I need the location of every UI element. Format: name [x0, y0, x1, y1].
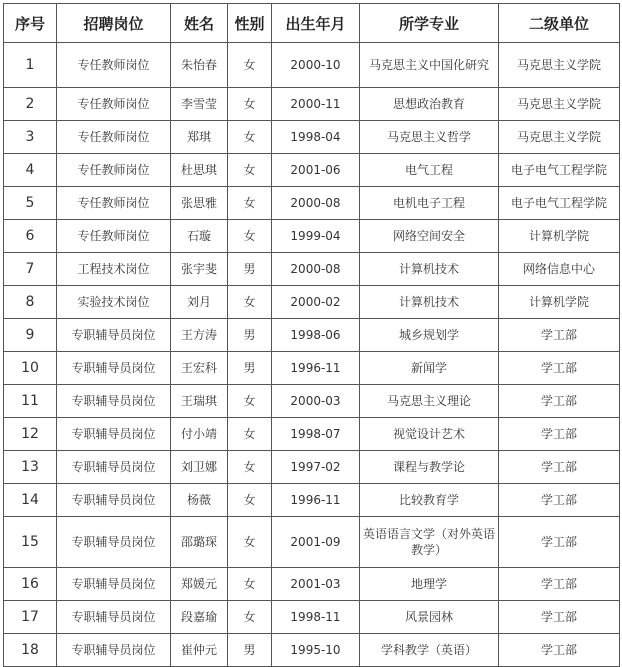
cell-major: 电气工程 [360, 154, 499, 187]
cell-position: 专职辅导员岗位 [57, 319, 171, 352]
header-name: 姓名 [171, 4, 228, 43]
cell-major: 英语语言文学（对外英语教学） [360, 517, 499, 568]
cell-position: 专职辅导员岗位 [57, 385, 171, 418]
cell-index: 5 [4, 187, 57, 220]
cell-birth: 2001-09 [272, 517, 360, 568]
cell-index: 12 [4, 418, 57, 451]
cell-index: 18 [4, 634, 57, 667]
cell-gender: 女 [228, 187, 272, 220]
table-row [4, 187, 620, 220]
cell-position: 专职辅导员岗位 [57, 484, 171, 517]
cell-name: 郑琪 [171, 121, 228, 154]
cell-birth: 1998-04 [272, 121, 360, 154]
cell-birth: 2000-08 [272, 187, 360, 220]
cell-gender: 女 [228, 517, 272, 568]
cell-gender: 女 [228, 88, 272, 121]
cell-name: 王瑞琪 [171, 385, 228, 418]
cell-major: 网络空间安全 [360, 220, 499, 253]
cell-index: 6 [4, 220, 57, 253]
table-row [4, 286, 620, 319]
table-row [4, 352, 620, 385]
cell-name: 崔仲元 [171, 634, 228, 667]
cell-major: 地理学 [360, 568, 499, 601]
cell-unit: 学工部 [499, 601, 620, 634]
cell-name: 李雪莹 [171, 88, 228, 121]
cell-gender: 女 [228, 220, 272, 253]
cell-major: 马克思主义哲学 [360, 121, 499, 154]
cell-position: 专职辅导员岗位 [57, 418, 171, 451]
cell-birth: 2001-03 [272, 568, 360, 601]
cell-unit: 网络信息中心 [499, 253, 620, 286]
cell-unit: 学工部 [499, 451, 620, 484]
table-row [4, 385, 620, 418]
cell-unit: 电子电气工程学院 [499, 187, 620, 220]
cell-name: 张宇斐 [171, 253, 228, 286]
table-row [4, 154, 620, 187]
cell-unit: 计算机学院 [499, 220, 620, 253]
cell-name: 刘卫娜 [171, 451, 228, 484]
cell-gender: 女 [228, 154, 272, 187]
table-row [4, 220, 620, 253]
cell-unit: 计算机学院 [499, 286, 620, 319]
cell-position: 专任教师岗位 [57, 220, 171, 253]
table-row [4, 88, 620, 121]
cell-gender: 女 [228, 484, 272, 517]
header-position: 招聘岗位 [57, 4, 171, 43]
cell-index: 4 [4, 154, 57, 187]
cell-position: 专任教师岗位 [57, 121, 171, 154]
cell-index: 3 [4, 121, 57, 154]
cell-major: 马克思主义理论 [360, 385, 499, 418]
cell-index: 15 [4, 517, 57, 568]
cell-gender: 男 [228, 319, 272, 352]
cell-position: 专任教师岗位 [57, 154, 171, 187]
cell-birth: 2000-10 [272, 43, 360, 88]
cell-gender: 女 [228, 121, 272, 154]
cell-position: 专任教师岗位 [57, 43, 171, 88]
cell-index: 1 [4, 43, 57, 88]
cell-major: 风景园林 [360, 601, 499, 634]
cell-gender: 女 [228, 286, 272, 319]
table-header-row [4, 4, 620, 43]
cell-index: 17 [4, 601, 57, 634]
header-unit: 二级单位 [499, 4, 620, 43]
cell-birth: 1998-06 [272, 319, 360, 352]
cell-major: 比较教育学 [360, 484, 499, 517]
cell-gender: 女 [228, 418, 272, 451]
cell-name: 刘月 [171, 286, 228, 319]
cell-index: 9 [4, 319, 57, 352]
table-row [4, 43, 620, 88]
cell-birth: 1996-11 [272, 484, 360, 517]
cell-position: 专职辅导员岗位 [57, 634, 171, 667]
cell-birth: 1999-04 [272, 220, 360, 253]
cell-name: 石璇 [171, 220, 228, 253]
cell-unit: 学工部 [499, 319, 620, 352]
cell-birth: 2000-08 [272, 253, 360, 286]
cell-major: 电机电子工程 [360, 187, 499, 220]
table-row [4, 601, 620, 634]
cell-birth: 2000-03 [272, 385, 360, 418]
cell-birth: 2000-11 [272, 88, 360, 121]
cell-major: 课程与教学论 [360, 451, 499, 484]
cell-unit: 学工部 [499, 484, 620, 517]
cell-major: 视觉设计艺术 [360, 418, 499, 451]
cell-unit: 学工部 [499, 418, 620, 451]
table-row [4, 121, 620, 154]
cell-position: 专职辅导员岗位 [57, 568, 171, 601]
header-index: 序号 [4, 4, 57, 43]
cell-major: 新闻学 [360, 352, 499, 385]
cell-major: 城乡规划学 [360, 319, 499, 352]
cell-position: 工程技术岗位 [57, 253, 171, 286]
cell-name: 杨薇 [171, 484, 228, 517]
cell-birth: 1995-10 [272, 634, 360, 667]
cell-gender: 女 [228, 385, 272, 418]
cell-gender: 男 [228, 253, 272, 286]
cell-index: 13 [4, 451, 57, 484]
cell-index: 7 [4, 253, 57, 286]
cell-unit: 学工部 [499, 517, 620, 568]
cell-birth: 1998-07 [272, 418, 360, 451]
cell-major: 学科教学（英语） [360, 634, 499, 667]
cell-index: 16 [4, 568, 57, 601]
cell-name: 邵璐琛 [171, 517, 228, 568]
cell-unit: 马克思主义学院 [499, 43, 620, 88]
table-row [4, 451, 620, 484]
cell-index: 10 [4, 352, 57, 385]
cell-position: 专职辅导员岗位 [57, 352, 171, 385]
table-row [4, 253, 620, 286]
recruitment-table [3, 3, 620, 667]
cell-birth: 1997-02 [272, 451, 360, 484]
cell-name: 张思雅 [171, 187, 228, 220]
cell-index: 2 [4, 88, 57, 121]
table-row [4, 319, 620, 352]
cell-position: 专任教师岗位 [57, 88, 171, 121]
cell-index: 11 [4, 385, 57, 418]
cell-position: 专职辅导员岗位 [57, 601, 171, 634]
cell-unit: 电子电气工程学院 [499, 154, 620, 187]
cell-gender: 男 [228, 352, 272, 385]
cell-name: 郑媛元 [171, 568, 228, 601]
cell-unit: 马克思主义学院 [499, 121, 620, 154]
cell-unit: 学工部 [499, 352, 620, 385]
cell-name: 杜思琪 [171, 154, 228, 187]
table-row [4, 634, 620, 667]
cell-major: 计算机技术 [360, 286, 499, 319]
cell-birth: 2000-02 [272, 286, 360, 319]
cell-name: 朱怡春 [171, 43, 228, 88]
cell-unit: 学工部 [499, 568, 620, 601]
cell-gender: 女 [228, 601, 272, 634]
table-row [4, 484, 620, 517]
cell-name: 王宏科 [171, 352, 228, 385]
cell-major: 计算机技术 [360, 253, 499, 286]
cell-unit: 马克思主义学院 [499, 88, 620, 121]
table-row [4, 568, 620, 601]
cell-name: 王方涛 [171, 319, 228, 352]
cell-unit: 学工部 [499, 385, 620, 418]
cell-position: 专任教师岗位 [57, 187, 171, 220]
cell-gender: 女 [228, 43, 272, 88]
cell-name: 付小靖 [171, 418, 228, 451]
cell-position: 实验技术岗位 [57, 286, 171, 319]
cell-position: 专职辅导员岗位 [57, 517, 171, 568]
cell-name: 段嘉瑜 [171, 601, 228, 634]
cell-birth: 2001-06 [272, 154, 360, 187]
cell-gender: 女 [228, 451, 272, 484]
cell-unit: 学工部 [499, 634, 620, 667]
header-major: 所学专业 [360, 4, 499, 43]
table-row [4, 517, 620, 568]
cell-birth: 1998-11 [272, 601, 360, 634]
cell-birth: 1996-11 [272, 352, 360, 385]
cell-major: 马克思主义中国化研究 [360, 43, 499, 88]
header-gender: 性别 [228, 4, 272, 43]
cell-major: 思想政治教育 [360, 88, 499, 121]
cell-gender: 女 [228, 568, 272, 601]
table-row [4, 418, 620, 451]
cell-index: 8 [4, 286, 57, 319]
cell-index: 14 [4, 484, 57, 517]
header-birth: 出生年月 [272, 4, 360, 43]
cell-gender: 男 [228, 634, 272, 667]
cell-position: 专职辅导员岗位 [57, 451, 171, 484]
